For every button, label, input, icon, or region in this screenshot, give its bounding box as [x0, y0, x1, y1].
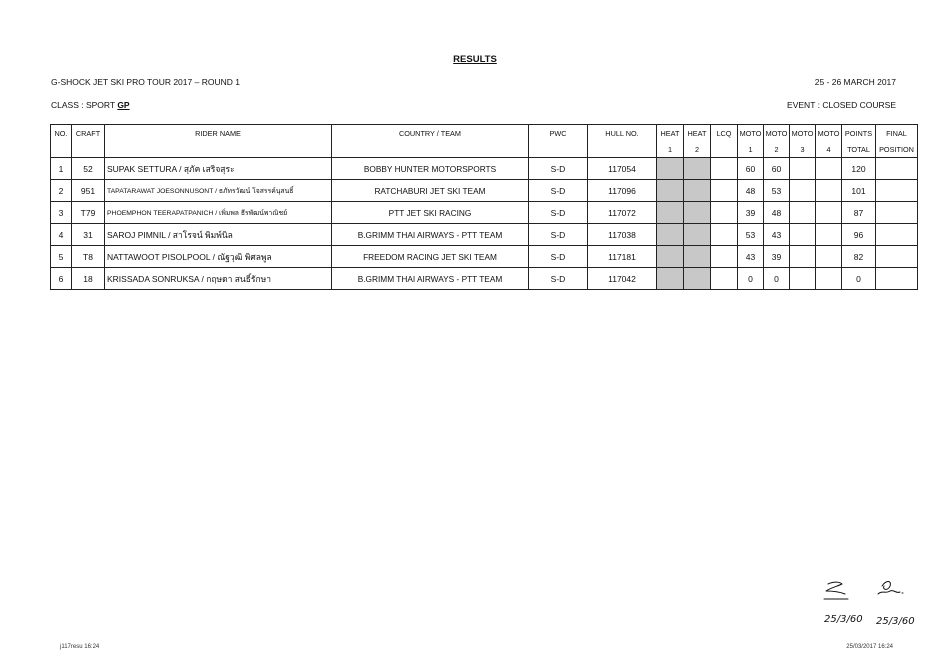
- col-moto2-num: 2: [764, 141, 790, 158]
- col-rider-sub: [105, 141, 332, 158]
- cell-craft: T8: [72, 246, 105, 268]
- cell-moto2: 39: [764, 246, 790, 268]
- cell-position: [876, 180, 918, 202]
- col-heat1: HEAT: [657, 125, 684, 142]
- col-points-total: TOTAL: [842, 141, 876, 158]
- signature-date-right: 25/3/60: [876, 616, 915, 627]
- event-type: EVENT : CLOSED COURSE: [787, 100, 896, 110]
- cell-heat2: [684, 224, 711, 246]
- cell-hull: 117038: [588, 224, 657, 246]
- col-hull: HULL NO.: [588, 125, 657, 142]
- cell-moto1: 0: [738, 268, 764, 290]
- page-title: RESULTS: [453, 54, 497, 65]
- cell-rider: KRISSADA SONRUKSA / กฤษดา สนธิ์รักษา: [105, 268, 332, 290]
- col-craft: CRAFT: [72, 125, 105, 142]
- cell-moto1: 60: [738, 158, 764, 180]
- class-name: GP: [117, 100, 130, 110]
- cell-moto3: [790, 202, 816, 224]
- cell-total: 87: [842, 202, 876, 224]
- cell-heat1: [657, 224, 684, 246]
- cell-moto2: 0: [764, 268, 790, 290]
- cell-hull: 117054: [588, 158, 657, 180]
- cell-lcq: [711, 180, 738, 202]
- cell-heat2: [684, 202, 711, 224]
- cell-heat1: [657, 246, 684, 268]
- cell-craft: 18: [72, 268, 105, 290]
- cell-heat2: [684, 246, 711, 268]
- cell-moto3: [790, 268, 816, 290]
- cell-heat1: [657, 180, 684, 202]
- col-heat2-num: 2: [684, 141, 711, 158]
- col-points: POINTS: [842, 125, 876, 142]
- col-lcq-sub: [711, 141, 738, 158]
- cell-moto1: 53: [738, 224, 764, 246]
- table-row: [51, 158, 918, 180]
- header-row: [51, 125, 918, 142]
- cell-moto4: [816, 202, 842, 224]
- cell-position: [876, 268, 918, 290]
- cell-pwc: S-D: [529, 224, 588, 246]
- cell-position: [876, 202, 918, 224]
- class-line: [51, 100, 130, 110]
- cell-no: 4: [51, 224, 72, 246]
- cell-rider: PHOEMPHON TEERAPATPANICH / เพิ่มพล ธีรพัฒน์พาณิชย์: [105, 202, 332, 224]
- col-pwc: PWC: [529, 125, 588, 142]
- cell-moto2: 53: [764, 180, 790, 202]
- cell-moto3: [790, 158, 816, 180]
- cell-moto2: 48: [764, 202, 790, 224]
- col-moto2: MOTO: [764, 125, 790, 142]
- cell-rider: TAPATARAWAT JOESONNUSONT / ธภัทรวัฒน์ โจสรรค์นุสนธิ์: [105, 180, 332, 202]
- cell-craft: 52: [72, 158, 105, 180]
- cell-craft: 951: [72, 180, 105, 202]
- cell-heat1: [657, 158, 684, 180]
- col-moto4-num: 4: [816, 141, 842, 158]
- cell-no: 3: [51, 202, 72, 224]
- cell-lcq: [711, 268, 738, 290]
- cell-no: 6: [51, 268, 72, 290]
- cell-moto2: 60: [764, 158, 790, 180]
- cell-craft: T79: [72, 202, 105, 224]
- col-rider: RIDER NAME: [105, 125, 332, 142]
- cell-moto4: [816, 180, 842, 202]
- table-row: [51, 268, 918, 290]
- results-table: [50, 124, 918, 290]
- table-row: [51, 224, 918, 246]
- col-heat2: HEAT: [684, 125, 711, 142]
- cell-heat2: [684, 268, 711, 290]
- class-prefix: CLASS : SPORT: [51, 100, 115, 110]
- signature-left-stroke: [826, 582, 845, 594]
- cell-rider: SUPAK SETTURA / สุภัค เสริจสุระ: [105, 158, 332, 180]
- cell-moto4: [816, 158, 842, 180]
- event-name: G-SHOCK JET SKI PRO TOUR 2017 – ROUND 1: [51, 77, 240, 87]
- cell-position: [876, 246, 918, 268]
- cell-hull: 117072: [588, 202, 657, 224]
- signature-right-stroke: [878, 582, 903, 595]
- col-craft-sub: [72, 141, 105, 158]
- cell-hull: 117181: [588, 246, 657, 268]
- table-row: [51, 246, 918, 268]
- header-subrow: [51, 141, 918, 158]
- cell-team: B.GRIMM THAI AIRWAYS - PTT TEAM: [332, 224, 529, 246]
- cell-position: [876, 224, 918, 246]
- cell-no: 2: [51, 180, 72, 202]
- cell-total: 120: [842, 158, 876, 180]
- cell-rider: SAROJ PIMNIL / สาโรจน์ พิมพ์นิล: [105, 224, 332, 246]
- cell-hull: 117096: [588, 180, 657, 202]
- cell-total: 101: [842, 180, 876, 202]
- col-moto1: MOTO: [738, 125, 764, 142]
- col-heat1-num: 1: [657, 141, 684, 158]
- col-moto3-num: 3: [790, 141, 816, 158]
- cell-no: 1: [51, 158, 72, 180]
- col-hull-sub: [588, 141, 657, 158]
- col-lcq: LCQ: [711, 125, 738, 142]
- cell-hull: 117042: [588, 268, 657, 290]
- table-row: [51, 180, 918, 202]
- cell-team: B.GRIMM THAI AIRWAYS - PTT TEAM: [332, 268, 529, 290]
- cell-moto4: [816, 224, 842, 246]
- cell-team: BOBBY HUNTER MOTORSPORTS: [332, 158, 529, 180]
- cell-rider: NATTAWOOT PISOLPOOL / ณัฐวุฒิ พิศลพูล: [105, 246, 332, 268]
- cell-total: 0: [842, 268, 876, 290]
- cell-lcq: [711, 202, 738, 224]
- col-team-sub: [332, 141, 529, 158]
- col-final-position: POSITION: [876, 141, 918, 158]
- cell-pwc: S-D: [529, 202, 588, 224]
- cell-lcq: [711, 224, 738, 246]
- cell-moto3: [790, 246, 816, 268]
- cell-heat1: [657, 268, 684, 290]
- cell-pwc: S-D: [529, 246, 588, 268]
- cell-team: FREEDOM RACING JET SKI TEAM: [332, 246, 529, 268]
- cell-pwc: S-D: [529, 268, 588, 290]
- cell-team: RATCHABURI JET SKI TEAM: [332, 180, 529, 202]
- cell-moto3: [790, 180, 816, 202]
- cell-pwc: S-D: [529, 158, 588, 180]
- cell-lcq: [711, 158, 738, 180]
- cell-lcq: [711, 246, 738, 268]
- signature-date-left: 25/3/60: [824, 614, 863, 625]
- footer-file-id: j117resu 16:24: [60, 644, 100, 650]
- col-pwc-sub: [529, 141, 588, 158]
- col-no: NO.: [51, 125, 72, 142]
- col-moto3: MOTO: [790, 125, 816, 142]
- footer-timestamp: 25/03/2017 16:24: [846, 644, 893, 650]
- cell-team: PTT JET SKI RACING: [332, 202, 529, 224]
- cell-position: [876, 158, 918, 180]
- col-moto4: MOTO: [816, 125, 842, 142]
- cell-heat2: [684, 158, 711, 180]
- cell-heat1: [657, 202, 684, 224]
- cell-craft: 31: [72, 224, 105, 246]
- cell-moto3: [790, 224, 816, 246]
- cell-moto4: [816, 246, 842, 268]
- cell-moto2: 43: [764, 224, 790, 246]
- cell-total: 96: [842, 224, 876, 246]
- cell-moto1: 43: [738, 246, 764, 268]
- col-moto1-num: 1: [738, 141, 764, 158]
- cell-moto1: 39: [738, 202, 764, 224]
- cell-total: 82: [842, 246, 876, 268]
- cell-no: 5: [51, 246, 72, 268]
- signature-block: [812, 572, 922, 632]
- event-date: 25 - 26 MARCH 2017: [814, 77, 896, 87]
- table-row: [51, 202, 918, 224]
- col-team: COUNTRY / TEAM: [332, 125, 529, 142]
- col-no-sub: [51, 141, 72, 158]
- cell-pwc: S-D: [529, 180, 588, 202]
- cell-moto1: 48: [738, 180, 764, 202]
- cell-moto4: [816, 268, 842, 290]
- col-final: FINAL: [876, 125, 918, 142]
- cell-heat2: [684, 180, 711, 202]
